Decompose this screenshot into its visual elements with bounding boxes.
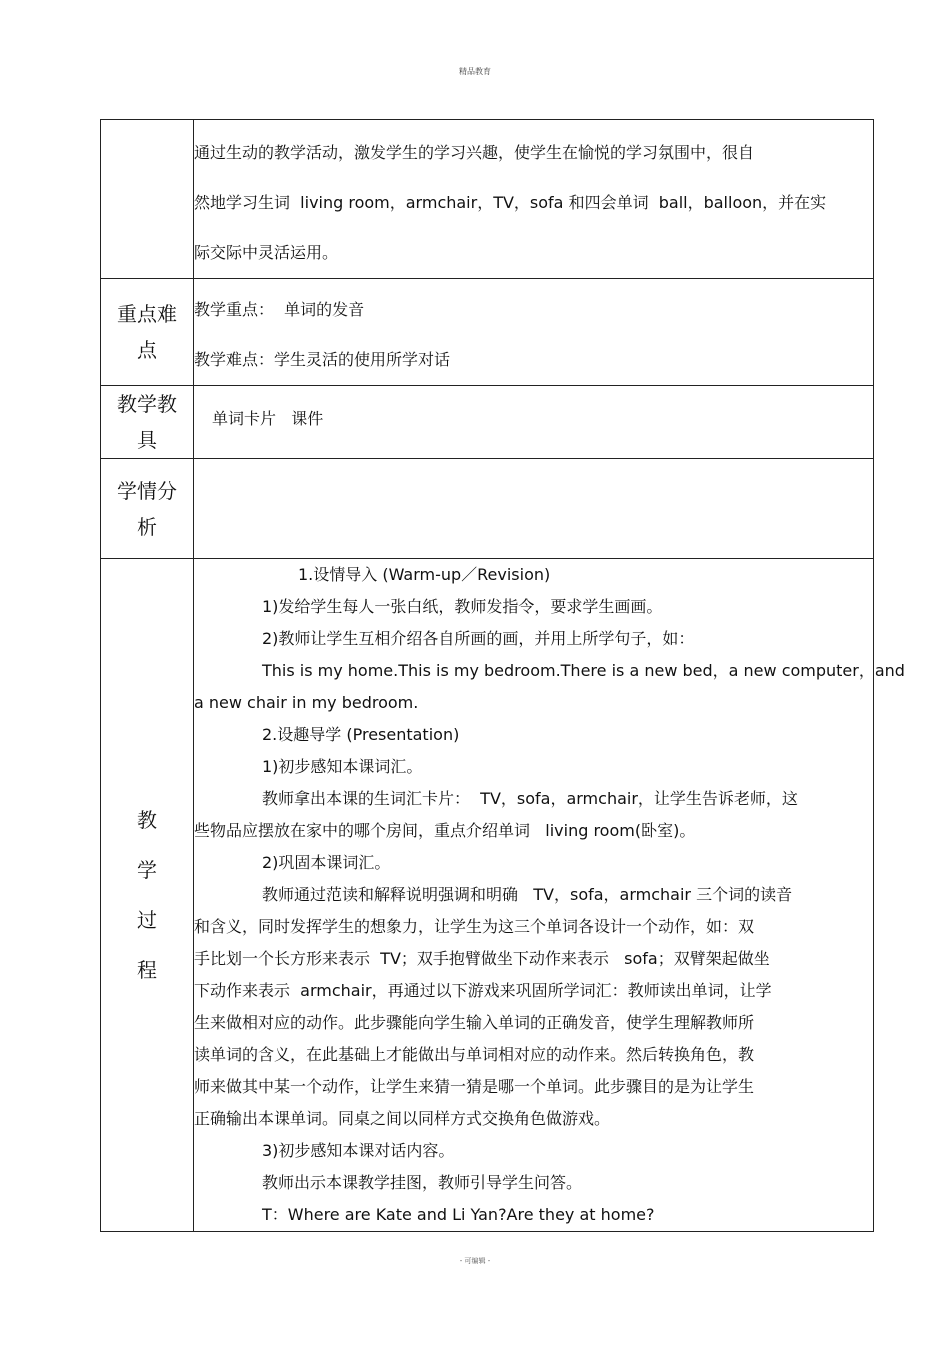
process-line: 1)发给学生每人一张白纸，教师发指令，要求学生画画。 (262, 597, 663, 616)
process-line: 师来做其中某一个动作，让学生来猜一猜是哪一个单词。此步骤目的是为让学生 (194, 1077, 755, 1096)
process-line: 2.设趣导学 (Presentation) (262, 725, 460, 744)
key-points-cell (194, 279, 874, 386)
process-line: 读单词的含义，在此基础上才能做出与单词相对应的动作来。然后转换角色，教 (194, 1045, 755, 1064)
objectives-line: 然地学习生词 living room，armchair，TV，sofa 和四会单词 ball，balloon，并在实 (194, 193, 827, 212)
key-points-row (101, 279, 874, 386)
process-line: 些物品应摆放在家中的哪个房间，重点介绍单词 living room(卧室)。 (194, 821, 696, 840)
aids-row (101, 386, 874, 459)
process-line: 教师拿出本课的生词汇卡片： TV，sofa，armchair，让学生告诉老师，这 (262, 789, 798, 808)
process-line: 生来做相对应的动作。此步骤能向学生输入单词的正确发音，使学生理解教师所 (194, 1013, 755, 1032)
process-line: 1)初步感知本课词汇。 (262, 757, 423, 776)
objectives-line: 际交际中灵活运用。 (194, 243, 339, 262)
process-line: 1.设情导入 (Warm-up／Revision) (298, 565, 551, 584)
process-line: 正确输出本课单词。同桌之间以同样方式交换角色做游戏。 (194, 1109, 611, 1128)
process-line: 2)教师让学生互相介绍各自所画的画，并用上所学句子，如： (262, 629, 695, 648)
key-points-label: 重点难点 (101, 279, 194, 386)
process-line: This is my home.This is my bedroom.There is a new bed，a new computer，and (262, 661, 905, 680)
page-header: 精品教育 (459, 67, 491, 76)
process-line: 手比划一个长方形来表示 TV；双手抱臂做坐下动作来表示 sofa；双臂架起做坐 (194, 949, 770, 968)
objectives-label-cell (101, 120, 194, 279)
aids-label: 教学教具 (101, 386, 194, 459)
lesson-plan-table (100, 119, 905, 1232)
analysis-label: 学情分析 (101, 459, 194, 559)
process-line: T：Where are Kate and Li Yan?Are they at home? (262, 1205, 655, 1224)
aids-cell (194, 386, 874, 459)
process-row (101, 559, 874, 1232)
process-line: 和含义，同时发挥学生的想象力，让学生为这三个单词各设计一个动作，如：双 (194, 917, 755, 936)
process-line: 教师通过范读和解释说明强调和明确 TV，sofa，armchair 三个词的读音 (262, 885, 793, 904)
process-line: 下动作来表示 armchair，再通过以下游戏来巩固所学词汇：教师读出单词，让学 (194, 981, 772, 1000)
page-footer: - 可编辑 - (459, 1257, 491, 1265)
teaching-aids: 单词卡片 课件 (212, 409, 324, 428)
objectives-cell (194, 120, 874, 279)
objectives-line: 通过生动的教学活动，激发学生的学习兴趣，使学生在愉悦的学习氛围中，很自 (194, 143, 755, 162)
process-line: 3)初步感知本课对话内容。 (262, 1141, 455, 1160)
process-line: 2)巩固本课词汇。 (262, 853, 391, 872)
teaching-focus: 教学重点： 单词的发音 (194, 300, 365, 319)
objectives-row (101, 120, 874, 279)
process-cell (194, 559, 905, 1232)
teaching-difficulty: 教学难点：学生灵活的使用所学对话 (194, 350, 451, 369)
analysis-row (101, 459, 874, 559)
process-line: 教师出示本课教学挂图，教师引导学生问答。 (262, 1173, 583, 1192)
process-label: 教 学 过 程 (101, 559, 194, 1232)
analysis-cell (194, 459, 874, 559)
process-line: a new chair in my bedroom. (194, 693, 419, 712)
